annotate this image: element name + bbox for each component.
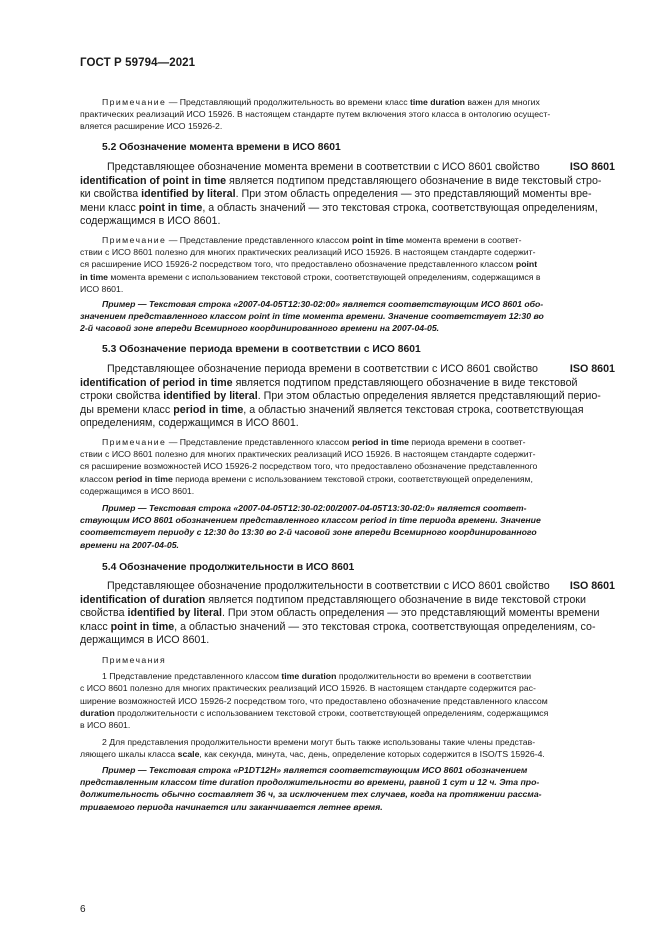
example-5-2 <box>80 298 615 335</box>
text-line: ды времени класс period in time, а областью значений является текстовая строка, соответствующая <box>80 403 584 416</box>
text-line: 1 Представление представленного классом time duration продолжительности во времени в соответствии <box>102 671 532 682</box>
text-line: в ИСО 8601. <box>80 720 131 731</box>
text-line: держащимся в ИСО 8601. <box>80 634 210 647</box>
text-line: ширение возможностей ИСО 15926-2 посредством того, что предоставлено обозначение представленного классом <box>80 695 548 706</box>
text-line: ляющего шкалы класса scale, как секунда, минута, час, день, определение которых содержится в ISO/TS 15926-4. <box>80 749 545 760</box>
text-line: значением представленного классом point in time момента времени. Значение соответствует 12:30 во <box>80 311 544 322</box>
section-heading-5-4: 5.4 Обозначение продолжительности в ИСО 8601 <box>102 562 355 573</box>
text-line: Пример — Текстовая строка «2007-04-05T12:30-02:00» является соответствующим ИСО 8601 обо- <box>102 299 544 309</box>
text-line: Примечание — Представление представленного классом point in time момента времени в соответ- <box>102 235 522 245</box>
paragraph-5-3 <box>80 363 615 431</box>
text-line: содержащимся в ИСО 8601. <box>80 215 221 228</box>
text-line: identification of period in time является подтипом представляющего обозначение в виде текстовой <box>80 376 578 389</box>
text-line: должительность обычно составляет 36 ч, за исключением тех случаев, когда на протяжении рассма- <box>80 789 542 800</box>
note-5-2 <box>80 234 615 295</box>
text-line: классом period in time периода времени с использованием текстовой строки, соответствующей определениям, <box>80 473 533 484</box>
text-line: свойства identified by literal. При этом область определения — это представляющий моменты времени <box>80 607 600 620</box>
text-line: Представляющее обозначение периода времени в соответствии с ИСО 8601 свойство ISO 8601 <box>107 363 615 375</box>
section-heading-5-3: 5.3 Обозначение периода времени в соответствии с ИСО 8601 <box>102 344 421 355</box>
text-line: in time момента времени с использованием текстовой строки, соответствующей определениям, содержащимся в <box>80 271 541 282</box>
text-line: практических реализаций ИСО 15926. В настоящем стандарте путем включения этого класса в онтологию осущест- <box>80 109 551 120</box>
example-5-4 <box>80 764 615 813</box>
text-line: соответствует периоду с 12:30 до 13:30 во 2-й часовой зоне впереди Всемирного координированного <box>80 527 537 538</box>
text-line: определениям, содержащимся в ИСО 8601. <box>80 417 299 430</box>
page-number: 6 <box>80 904 86 915</box>
text-line: строки свойства identified by literal. При этом областью определения является представляющий перио- <box>80 390 601 403</box>
text-line: 2 Для представления продолжительности времени могут быть также использованы такие члены представ- <box>102 737 536 748</box>
text-line: вляется расширение ИСО 15926-2. <box>80 121 223 132</box>
example-5-3 <box>80 502 615 551</box>
text-line: identification of point in time является подтипом представляющего обозначение в виде текстовый стро- <box>80 174 602 187</box>
text-line: Представляющее обозначение продолжительности в соответствии с ИСО 8601 свойство ISO 8601 <box>107 580 615 592</box>
text-line: Пример — Текстовая строка «2007-04-05T12:30-02:00/2007-04-05T13:30-02:0» является соответ- <box>102 503 527 513</box>
text-line: представленным классом time duration продолжительности во времени, равной 1 сут и 12 ч. Эта про- <box>80 777 540 788</box>
note-time-duration <box>80 96 615 133</box>
text-line: ИСО 8601. <box>80 283 124 294</box>
section-heading-5-2: 5.2 Обозначение момента времени в ИСО 8601 <box>102 142 341 153</box>
text-line: ки свойства identified by literal. При этом область определения — это представляющий моменты вре- <box>80 188 592 201</box>
text-line: ся расширение ИСО 15926-2 посредством того, что предоставлено обозначение представленного классом point <box>80 259 538 270</box>
text-line: ствии с ИСО 8601 полезно для многих практических реализаций ИСО 15926. В настоящем стандарте содержит- <box>80 247 536 258</box>
text-line: ствующим ИСО 8601 обозначением представленного классом period in time периода времени. Значение <box>80 515 541 526</box>
paragraph-5-2 <box>80 161 615 229</box>
text-line: ся расширение возможностей ИСО 15926-2 посредством того, что предоставлено обозначение представленного <box>80 461 538 472</box>
text-line: класс point in time, а областью значений — это текстовая строка, соответствующая определениям, со- <box>80 620 596 633</box>
text-line: Пример — Текстовая строка «P1DT12H» является соответствующим ИСО 8601 обозначением <box>102 765 528 775</box>
notes-heading: Примечания <box>102 655 167 665</box>
text-line: Представляющее обозначение момента времени в соответствии с ИСО 8601 свойство ISO 8601 <box>107 161 615 173</box>
text-line: времени на 2007-04-05. <box>80 539 179 550</box>
text-line: содержащимся в ИСО 8601. <box>80 485 195 496</box>
text-line: duration продолжительности с использованием текстовой строки, соответствующей определениям, содержащимся <box>80 707 549 718</box>
text-line: с ИСО 8601 полезно для многих практических реализаций ИСО 15926. В настоящем стандарте содержится рас- <box>80 683 536 694</box>
text-line: identification of duration является подтипом представляющего обозначение в виде текстовой строки <box>80 593 586 606</box>
standard-code-header: ГОСТ Р 59794—2021 <box>80 57 196 69</box>
text-line: Примечание — Представляющий продолжительность во времени класс time duration важен для многих <box>102 97 540 107</box>
text-line: 2-й часовой зоне впереди Всемирного координированного времени на 2007-04-05. <box>80 323 440 334</box>
text-line: триваемого периода начинается или заканчивается летнее время. <box>80 801 383 812</box>
note-5-3 <box>80 436 615 497</box>
text-line: ствии с ИСО 8601 полезно для многих практических реализаций ИСО 15926. В настоящем стандарте содержит- <box>80 449 536 460</box>
notes-5-4 <box>80 654 615 761</box>
text-line: мени класс point in time, а область значений — это текстовая строка, соответствующая определениям, <box>80 201 598 214</box>
paragraph-5-4 <box>80 580 615 648</box>
text-line: Примечание — Представление представленного классом period in time периода времени в соответ- <box>102 437 526 447</box>
